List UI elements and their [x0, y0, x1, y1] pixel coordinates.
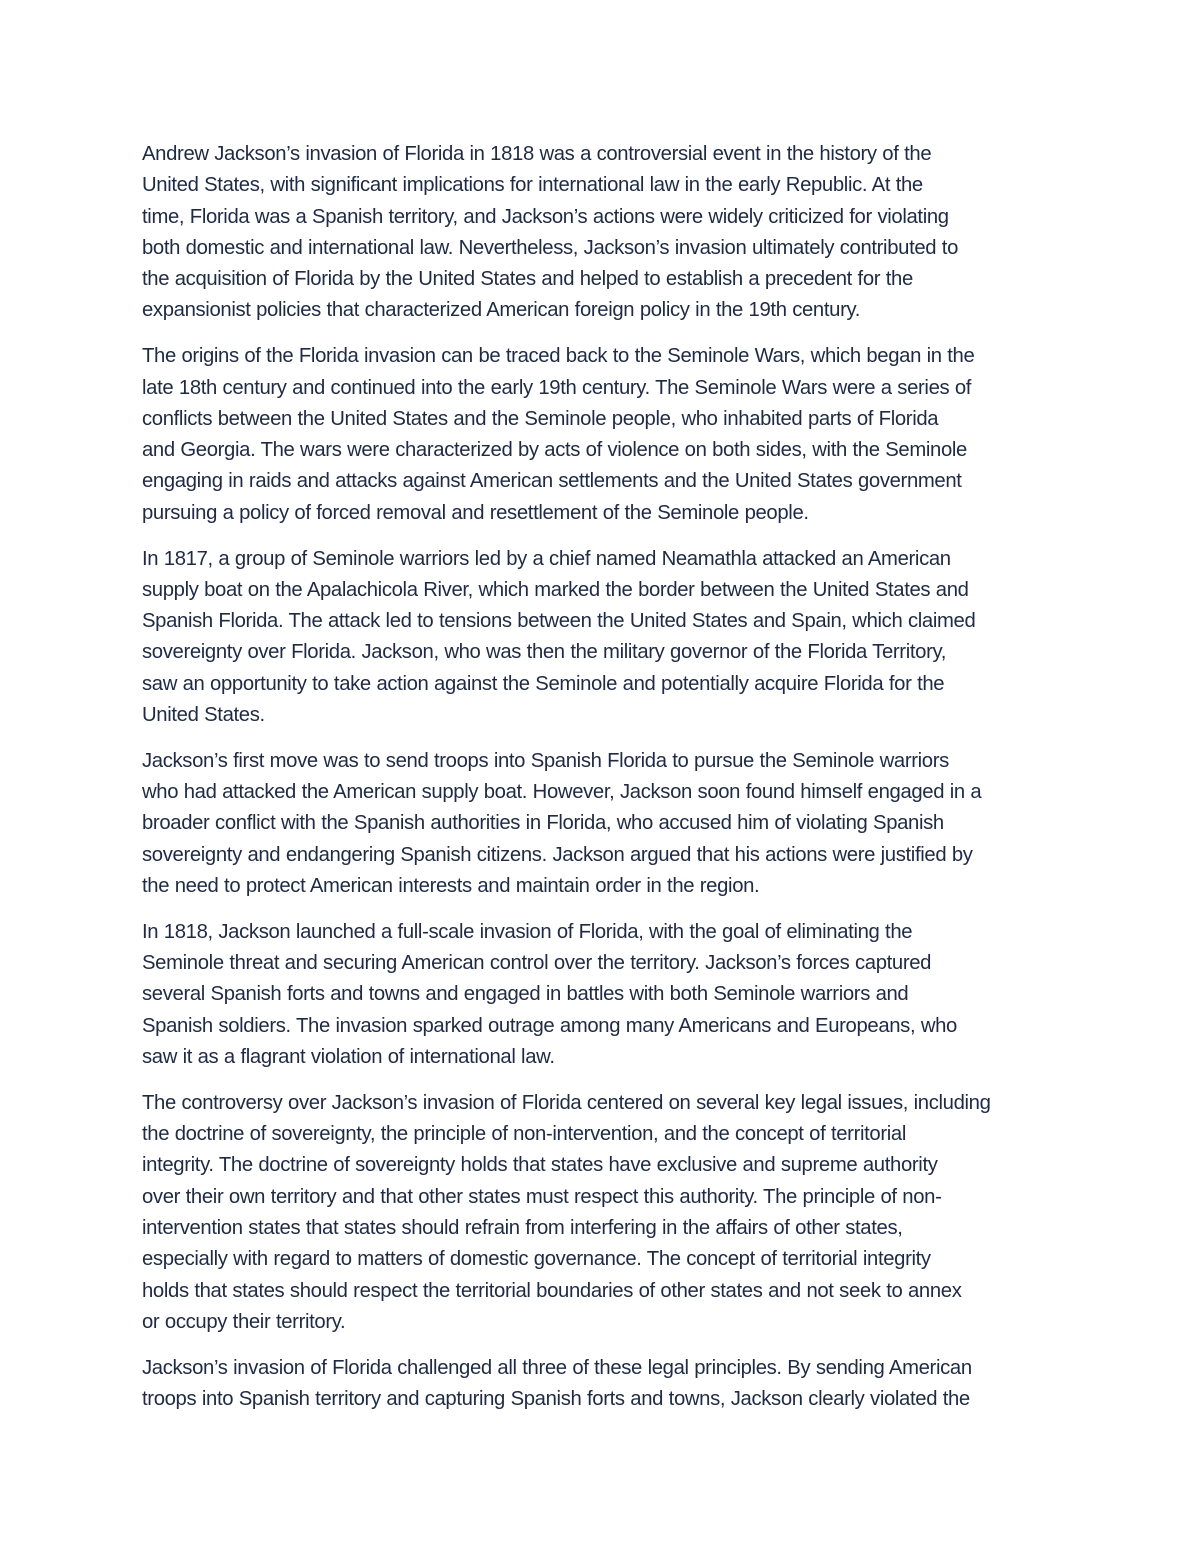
- text-line: the need to protect American interests and maintain order in the region.: [142, 875, 760, 898]
- paragraph-7: [142, 1353, 1062, 1416]
- text-line: time, Florida was a Spanish territory, and Jackson’s actions were widely criticized for violating: [142, 205, 949, 228]
- text-line: The controversy over Jackson’s invasion of Florida centered on several key legal issues, including: [142, 1091, 991, 1114]
- text-line: In 1818, Jackson launched a full-scale invasion of Florida, with the goal of eliminating the: [142, 920, 913, 943]
- text-line: Spanish Florida. The attack led to tensions between the United States and Spain, which claimed: [142, 610, 976, 633]
- text-line: and Georgia. The wars were characterized by acts of violence on both sides, with the Seminole: [142, 439, 967, 462]
- text-line: or occupy their territory.: [142, 1310, 346, 1333]
- paragraph-5: [142, 917, 1062, 1073]
- text-line: pursuing a policy of forced removal and resettlement of the Seminole people.: [142, 501, 809, 524]
- text-line: intervention states that states should refrain from interfering in the affairs of other states,: [142, 1217, 903, 1239]
- text-line: United States, with significant implications for international law in the early Republic. At the: [142, 174, 923, 197]
- text-line: over their own territory and that other states must respect this authority. The principle of non-: [142, 1185, 942, 1208]
- text-line: several Spanish forts and towns and engaged in battles with both Seminole warriors and: [142, 983, 909, 1006]
- text-line: holds that states should respect the territorial boundaries of other states and not seek to annex: [142, 1279, 962, 1302]
- text-line: The origins of the Florida invasion can be traced back to the Seminole Wars, which began in the: [142, 345, 975, 368]
- text-line: In 1817, a group of Seminole warriors led by a chief named Neamathla attacked an American: [142, 547, 951, 570]
- text-line: supply boat on the Apalachicola River, which marked the border between the United States and: [142, 578, 969, 601]
- text-line: the doctrine of sovereignty, the principle of non-intervention, and the concept of territorial: [142, 1123, 907, 1146]
- text-line: broader conflict with the Spanish authorities in Florida, who accused him of violating Spanish: [142, 812, 944, 835]
- text-line: sovereignty and endangering Spanish citizens. Jackson argued that his actions were justified by: [142, 843, 973, 866]
- text-line: integrity. The doctrine of sovereignty holds that states have exclusive and supreme authority: [142, 1154, 938, 1177]
- text-line: late 18th century and continued into the early 19th century. The Seminole Wars were a series of: [142, 376, 972, 399]
- paragraph-1: [142, 139, 1062, 327]
- document-body: [142, 139, 1062, 1430]
- text-line: both domestic and international law. Nevertheless, Jackson’s invasion ultimately contributed to: [142, 236, 959, 259]
- text-line: who had attacked the American supply boat. However, Jackson soon found himself engaged in a: [142, 781, 982, 804]
- text-line: the acquisition of Florida by the United States and helped to establish a precedent for the: [142, 268, 913, 291]
- text-line: conflicts between the United States and the Seminole people, who inhabited parts of Florida: [142, 407, 939, 430]
- text-line: United States.: [142, 704, 265, 727]
- text-line: sovereignty over Florida. Jackson, who was then the military governor of the Florida Territory,: [142, 641, 947, 664]
- text-line: engaging in raids and attacks against American settlements and the United States government: [142, 470, 962, 493]
- text-line: expansionist policies that characterized American foreign policy in the 19th century.: [142, 299, 861, 322]
- paragraph-2: [142, 341, 1062, 529]
- text-line: saw an opportunity to take action against the Seminole and potentially acquire Florida for the: [142, 672, 945, 695]
- text-line: especially with regard to matters of domestic governance. The concept of territorial integrity: [142, 1248, 931, 1271]
- paragraph-4: [142, 746, 1062, 902]
- text-line: Jackson’s invasion of Florida challenged all three of these legal principles. By sending American: [142, 1356, 972, 1379]
- paragraph-6: [142, 1088, 1062, 1338]
- text-line: Spanish soldiers. The invasion sparked outrage among many Americans and Europeans, who: [142, 1014, 957, 1037]
- text-line: Jackson’s first move was to send troops into Spanish Florida to pursue the Seminole warriors: [142, 749, 949, 772]
- paragraph-3: [142, 544, 1062, 732]
- text-line: Seminole threat and securing American control over the territory. Jackson’s forces captured: [142, 952, 932, 975]
- text-line: Andrew Jackson’s invasion of Florida in 1818 was a controversial event in the history of the: [142, 143, 932, 165]
- text-line: saw it as a flagrant violation of international law.: [142, 1046, 555, 1069]
- text-line: troops into Spanish territory and capturing Spanish forts and towns, Jackson clearly violated the: [142, 1387, 970, 1410]
